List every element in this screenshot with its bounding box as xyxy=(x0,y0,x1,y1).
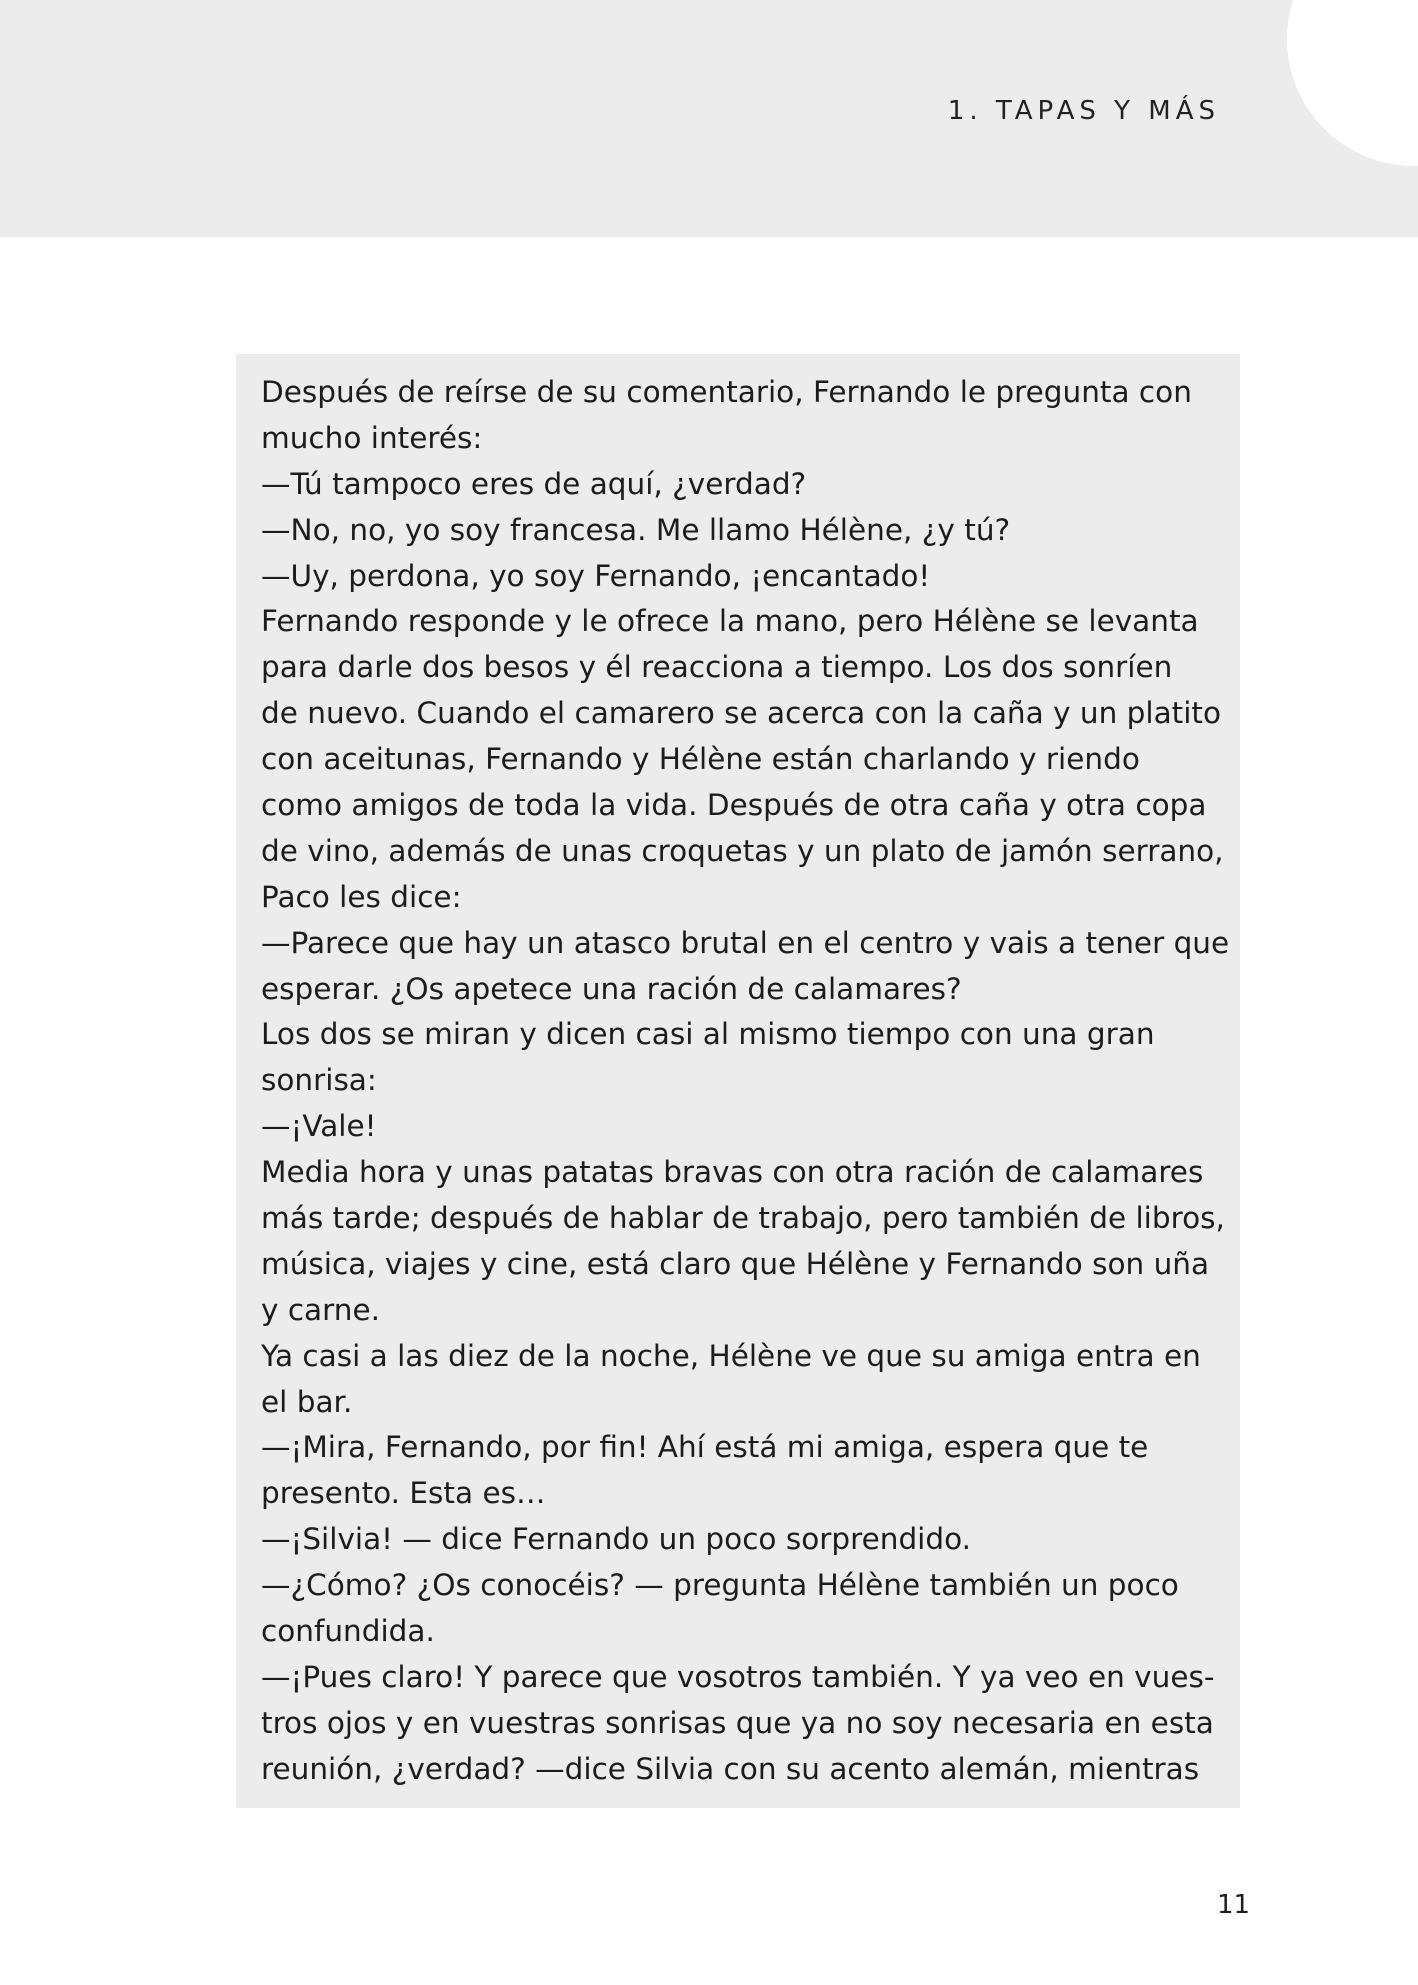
text-line: confundida. xyxy=(261,1614,435,1649)
text-line: Fernando responde y le ofrece la mano, pero Hélène se levanta xyxy=(261,604,1199,639)
story-text-box xyxy=(236,354,1240,1808)
text-line: —Tú tampoco eres de aquí, ¿verdad? xyxy=(261,466,807,501)
text-line: Después de reírse de su comentario, Fernando le pregunta con xyxy=(261,375,1192,409)
chapter-title: 1. TAPAS Y MÁS xyxy=(947,96,1220,126)
text-line: el bar. xyxy=(261,1384,353,1419)
text-line: tros ojos y en vuestras sonrisas que ya no soy necesaria en esta xyxy=(261,1705,1214,1740)
text-line: —¡Mira, Fernando, por fin! Ahí está mi amiga, espera que te xyxy=(261,1430,1149,1465)
text-line: sonrisa: xyxy=(261,1063,377,1098)
text-line: reunión, ¿verdad? —dice Silvia con su acento alemán, mientras xyxy=(261,1751,1200,1786)
text-line: más tarde; después de hablar de trabajo, pero también de libros, xyxy=(261,1201,1225,1236)
decorative-circle xyxy=(1287,0,1418,166)
text-line: esperar. ¿Os apetece una ración de calamares? xyxy=(261,971,962,1006)
text-line: de vino, además de unas croquetas y un plato de jamón serrano, xyxy=(261,833,1224,868)
text-line: Ya casi a las diez de la noche, Hélène ve que su amiga entra en xyxy=(261,1338,1201,1373)
text-line: de nuevo. Cuando el camarero se acerca con la caña y un platito xyxy=(261,696,1222,731)
text-line: para darle dos besos y él reacciona a tiempo. Los dos sonríen xyxy=(261,650,1173,685)
text-line: Paco les dice: xyxy=(261,879,462,914)
text-line: —¡Vale! xyxy=(261,1109,377,1144)
text-line: y carne. xyxy=(261,1292,380,1327)
text-line: —¿Cómo? ¿Os conocéis? — pregunta Hélène también un poco xyxy=(261,1568,1179,1603)
text-line: —¡Silvia! — dice Fernando un poco sorprendido. xyxy=(261,1522,972,1557)
text-line: música, viajes y cine, está claro que Hélène y Fernando son uña xyxy=(261,1246,1210,1281)
text-line: mucho interés: xyxy=(261,420,483,455)
text-line: Los dos se miran y dicen casi al mismo tiempo con una gran xyxy=(261,1017,1155,1052)
text-line: —Uy, perdona, yo soy Fernando, ¡encantado! xyxy=(261,558,931,593)
text-line: presento. Esta es… xyxy=(261,1476,546,1511)
text-line: como amigos de toda la vida. Después de otra caña y otra copa xyxy=(261,788,1207,823)
text-line: —Parece que hay un atasco brutal en el centro y vais a tener que xyxy=(261,925,1230,960)
text-line: con aceitunas, Fernando y Hélène están charlando y riendo xyxy=(261,742,1140,777)
text-line: —¡Pues claro! Y parece que vosotros también. Y ya veo en vues- xyxy=(261,1659,1215,1694)
page-number: 11 xyxy=(1217,1890,1251,1920)
text-line: Media hora y unas patatas bravas con otra ración de calamares xyxy=(261,1155,1204,1190)
chapter-header-band xyxy=(0,0,1418,237)
text-line: —No, no, yo soy francesa. Me llamo Hélène, ¿y tú? xyxy=(261,512,1011,547)
